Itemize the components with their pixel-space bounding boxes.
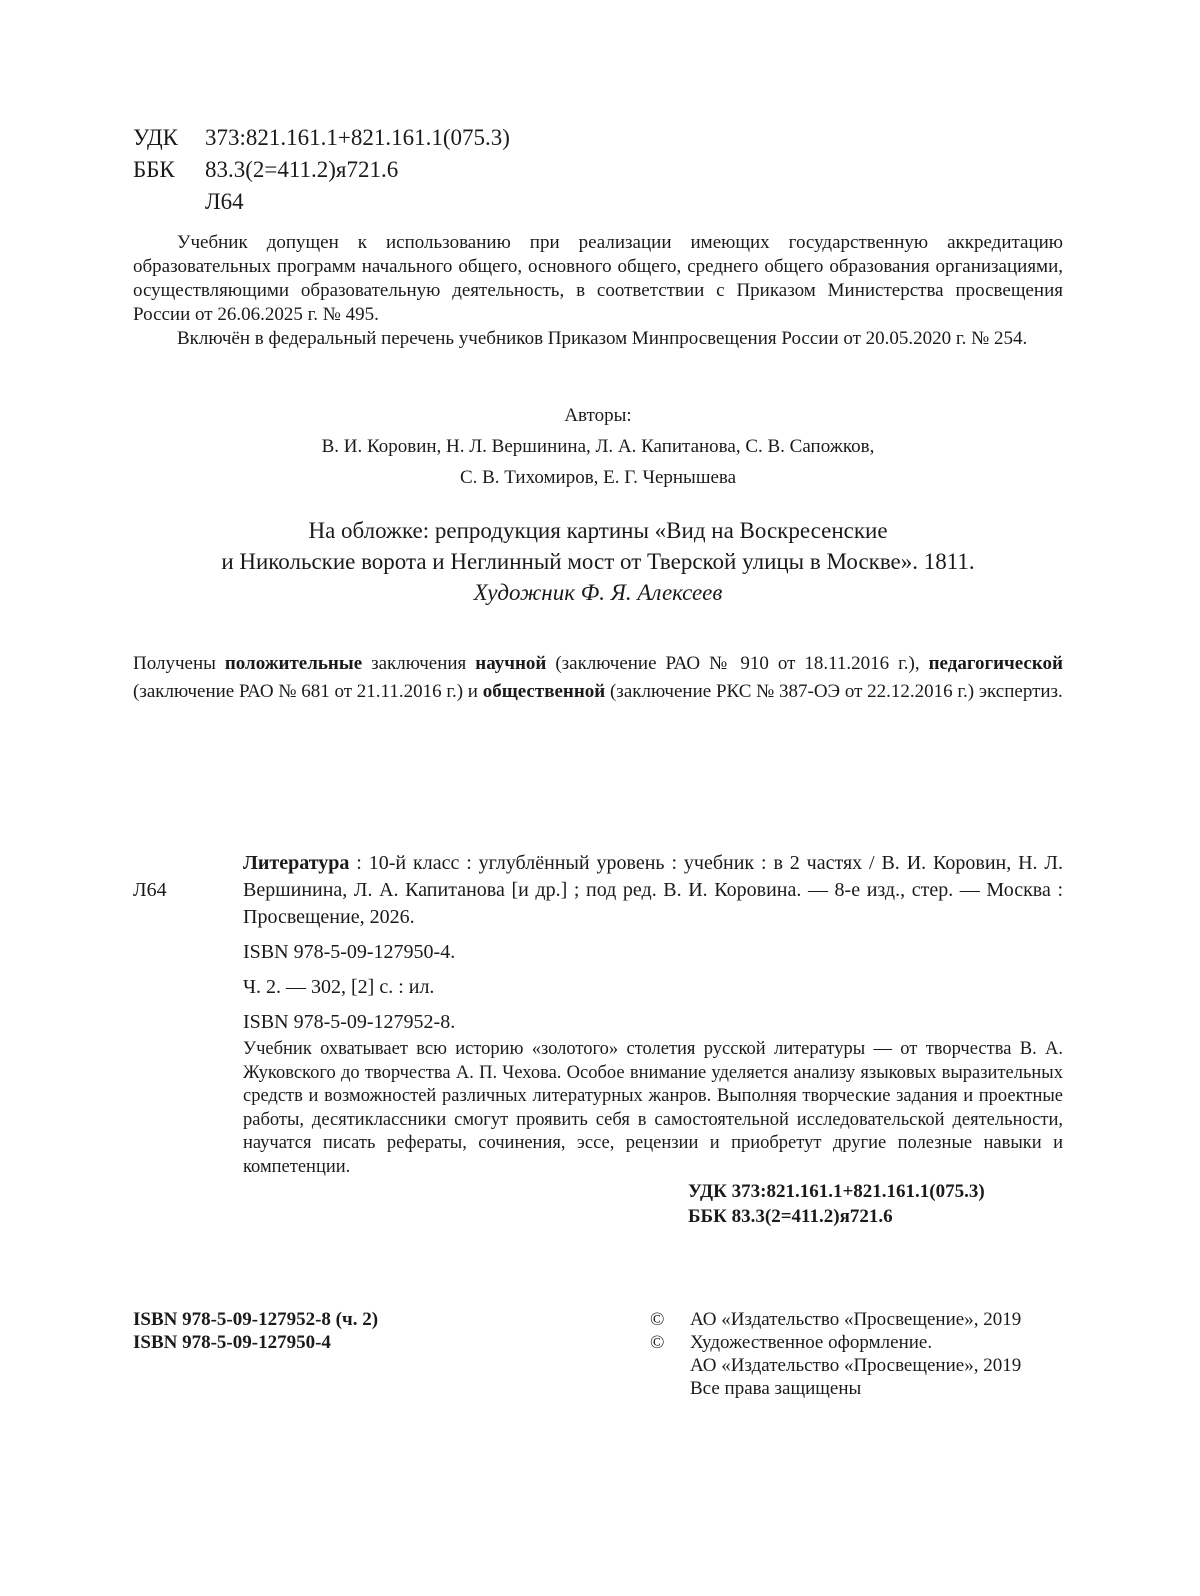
author-mark-row [133, 186, 510, 218]
isbn-line-1: ISBN 978-5-09-127952-8 (ч. 2) [133, 1309, 379, 1330]
cover-credit [133, 515, 1063, 608]
book-title: Литература [243, 852, 350, 874]
annotation-text: Учебник охватывает всю историю «золотого» столетия русской литературы — от творчества В. А. Жуковского до творчества А. П. Чехова. Особое внимание уделяется анализу языковых выразительных средств и возможностей различных литературных жанров. Выполняя творческие задания и проектные работы, десятиклассники смогут проявить себя в самостоятельной исследовательской деятельности, научатся писать рефераты, сочинения, эссе, рецензии и приобретут другие полезные навыки и компетенции. [243, 1039, 1063, 1177]
isbn-line-2: ISBN 978-5-09-127950-4 [133, 1332, 331, 1353]
authors-label: Авторы: [564, 405, 632, 426]
copyright-symbol-1: © [650, 1309, 665, 1330]
bibliographic-entry [133, 850, 1063, 931]
isbn-set-line: ISBN 978-5-09-127950-4. [243, 941, 456, 963]
reviews-text-1: Получены [133, 653, 225, 674]
bbk-value: 83.3(2=411.2)я721.6 [205, 157, 399, 182]
bottom-classification [688, 1179, 1063, 1229]
bbk-row [133, 154, 510, 186]
reviews-notice [133, 650, 1063, 706]
book-description: : 10-й класс : углублённый уровень : учебник : в 2 частях / В. И. Коровин, Н. Л. Вершинина, Л. А. Капитанова [и др.] ; под ред. В. И. Коровина. — 8-е изд., стер. — Москва : Просвещение, 2026. [243, 852, 1063, 928]
cover-line-2: и Никольские ворота и Неглинный мост от Тверской улицы в Москве». 1811. [221, 549, 975, 574]
copyright-line-2: Художественное оформление. [690, 1332, 933, 1353]
reviews-bold-positive: положительные [224, 653, 363, 674]
reviews-text-5: (заключение РКС № 387-ОЭ от 22.12.2016 г.) экспертиз. [605, 681, 1063, 702]
udk-row [133, 122, 510, 154]
part-line: Ч. 2. — 302, [2] с. : ил. [243, 976, 435, 998]
reviews-text-4: (заключение РАО № 681 от 21.11.2016 г.) и [133, 681, 483, 702]
cover-artist: Художник Ф. Я. Алексеев [473, 580, 723, 605]
author-mark: Л64 [205, 189, 244, 214]
copyright-block [650, 1308, 1021, 1400]
bbk-bottom: ББК 83.3(2=411.2)я721.6 [688, 1206, 893, 1227]
authors-line-2: С. В. Тихомиров, Е. Г. Чернышева [459, 467, 737, 488]
cover-line-1: На обложке: репродукция картины «Вид на Воскресенские [308, 518, 888, 543]
approval-paragraph-2: Включён в федеральный перечень учебников Приказом Минпросвещения России от 20.05.2020 г. № 254. [177, 328, 1028, 349]
isbn-block [133, 1308, 378, 1354]
reviews-bold-public: общественной [482, 681, 606, 702]
copyright-symbol-2: © [650, 1332, 665, 1353]
authors-block [133, 400, 1063, 493]
isbn-part-line: ISBN 978-5-09-127952-8. [243, 1011, 456, 1033]
copyright-line-4: Все права защищены [690, 1378, 862, 1399]
authors-line-1: В. И. Коровин, Н. Л. Вершинина, Л. А. Капитанова, С. В. Сапожков, [321, 436, 875, 457]
copyright-line-1: АО «Издательство «Просвещение», 2019 [690, 1309, 1022, 1330]
copyright-line-3: АО «Издательство «Просвещение», 2019 [690, 1355, 1022, 1376]
reviews-text-3: (заключение РАО № 910 от 18.11.2016 г.), [546, 653, 929, 674]
approval-paragraph-1: Учебник допущен к использованию при реализации имеющих государственную аккредитацию образовательных программ начального общего, основного общего, среднего общего образования организациями, осуществляющими образовательную деятельность, в соответствии с Приказом Министерства просвещения России от 26.06.2025 г. № 495. [133, 232, 1063, 325]
bibliographic-index: Л64 [133, 879, 167, 901]
udk-value: 373:821.161.1+821.161.1(075.3) [205, 125, 510, 150]
reviews-bold-scientific: научной [475, 653, 547, 674]
udk-label: УДК [133, 125, 178, 150]
reviews-bold-pedagogical: педагогической [928, 653, 1064, 674]
udk-bottom: УДК 373:821.161.1+821.161.1(075.3) [688, 1181, 985, 1202]
reviews-text-2: заключения [362, 653, 476, 674]
approval-notice [133, 231, 1063, 351]
bbk-label: ББК [133, 157, 175, 182]
annotation [133, 1038, 1063, 1179]
bibliographic-record [133, 850, 1063, 1229]
classification-codes [133, 122, 510, 218]
